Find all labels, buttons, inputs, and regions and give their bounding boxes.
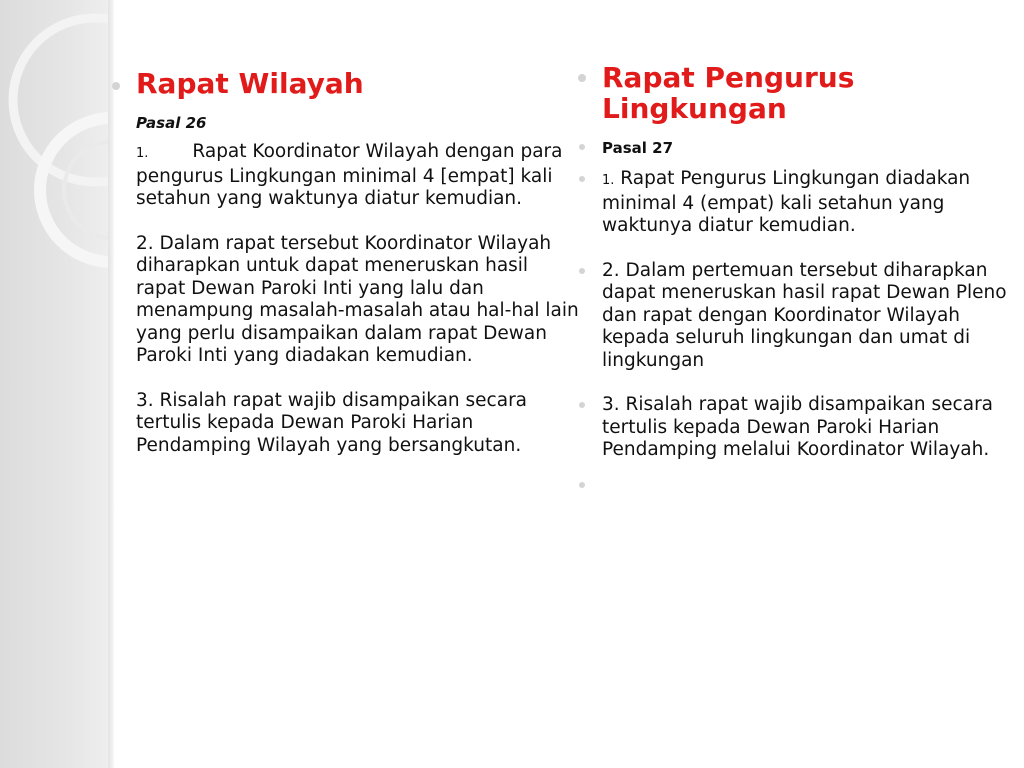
- right-item-1: [578, 168, 1008, 238]
- left-pasal: Pasal 26: [136, 114, 207, 132]
- left-title-row: [112, 68, 582, 99]
- left-pasal-row: [112, 113, 582, 133]
- right-empty-item: [578, 478, 1008, 492]
- left-item-1: [112, 141, 582, 211]
- left-column: [112, 68, 582, 457]
- left-item-1-num: 1.: [136, 146, 149, 161]
- right-pasal-row: [578, 138, 1008, 158]
- left-item-2-text: 2. Dalam rapat tersebut Koordinator Wilayah diharapkan untuk dapat meneruskan hasil rapat Dewan Paroki Inti yang lalu dan menampung masalah-masalah atau hal-hal lain yang perlu disampaikan dalam rapat Dewan Paroki Inti yang diadakan kemudian.: [136, 232, 579, 366]
- right-item-2-text: 2. Dalam pertemuan tersebut diharapkan dapat meneruskan hasil rapat Dewan Pleno dan rapat dengan Koordinator Wilayah kepada seluruh lingkungan dan umat di lingkungan: [602, 259, 1007, 371]
- left-item-3-text: 3. Risalah rapat wajib disampaikan secara tertulis kepada Dewan Paroki Harian Pendamping Wilayah yang bersangkutan.: [136, 389, 528, 456]
- decor-circle-2: [40, 118, 114, 262]
- bullet: [579, 176, 585, 182]
- right-item-1-body: Rapat Pengurus Lingkungan diadakan minimal 4 (empat) kali setahun yang waktunya diatur kemudian.: [602, 168, 971, 236]
- decorative-sidebar: [0, 0, 114, 768]
- right-item-3-text: 3. Risalah rapat wajib disampaikan secara tertulis kepada Dewan Paroki Harian Pendamping melalui Koordinator Wilayah.: [602, 394, 994, 460]
- bullet: [579, 144, 585, 150]
- bullet: [112, 82, 120, 90]
- left-item-1-body: Rapat Koordinator Wilayah dengan para pengurus Lingkungan minimal 4 [empat] kali setahun yang waktunya diatur kemudian.: [136, 141, 563, 209]
- right-item-1-num: 1.: [602, 173, 615, 188]
- right-pasal: Pasal 27: [602, 139, 674, 157]
- bullet: [579, 268, 585, 274]
- bullet: [578, 74, 586, 82]
- right-item-2: [578, 260, 1008, 373]
- left-item-3: [112, 390, 582, 458]
- decor-circle-1: [13, 18, 114, 182]
- decorative-circles: [0, 0, 114, 768]
- bullet: [579, 402, 585, 408]
- left-item-2: [112, 233, 582, 368]
- right-title-row: [578, 62, 1008, 124]
- bullet: [579, 482, 585, 488]
- decor-circle-3: [64, 142, 114, 238]
- right-title: Rapat Pengurus Lingkungan: [602, 61, 855, 125]
- right-item-3: [578, 394, 1008, 462]
- right-item-1-text: [602, 168, 1008, 238]
- left-title: Rapat Wilayah: [136, 67, 364, 100]
- left-item-1-text: [136, 141, 582, 211]
- right-column: [578, 62, 1008, 492]
